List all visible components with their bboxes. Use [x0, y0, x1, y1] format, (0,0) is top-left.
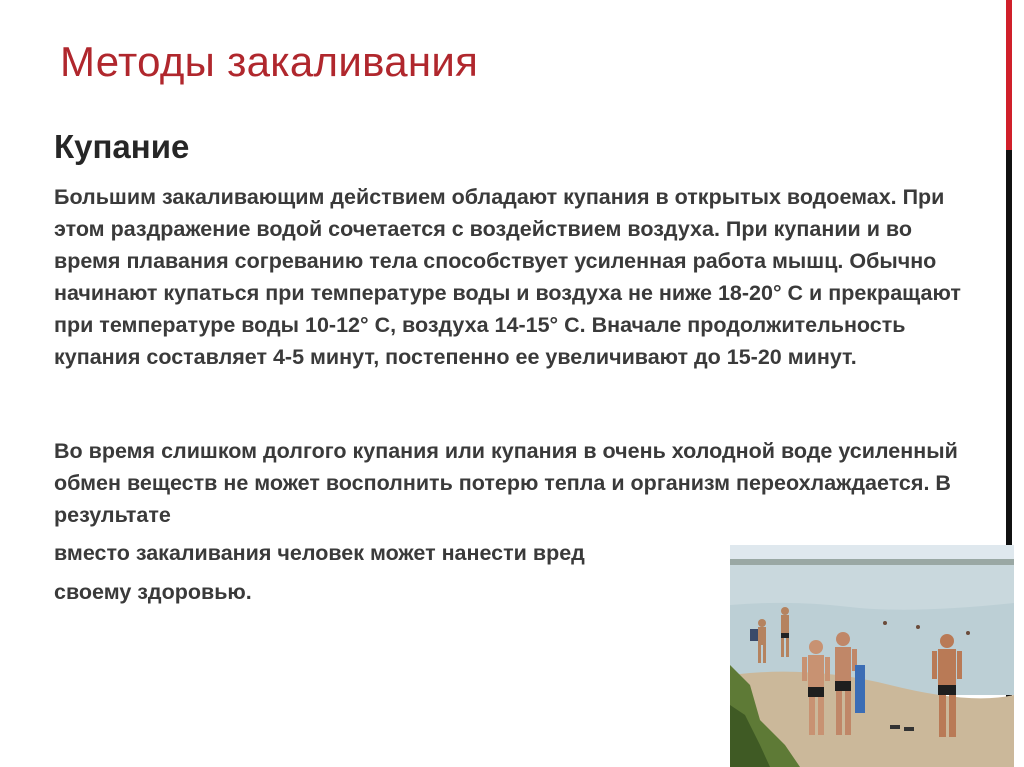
slide-edge-red-bar — [1006, 0, 1012, 150]
paragraph-overcooling: Во время слишком долгого купания или купания в очень холодной воде усиленный обмен веществ не может восполнить потерю тепла и организм переохлаждается. В результате — [54, 439, 958, 527]
paragraph-harm-line1: вместо закаливания человек может нанести вред — [54, 541, 585, 565]
beach-swimmers-photo — [730, 545, 1014, 767]
slide-title: Методы закаливания — [60, 38, 479, 85]
paragraph-swimming-benefits: Большим закаливающим действием обладают купания в открытых водоемах. При этом раздражение водой сочетается с воздействием воздуха. При купании и во время плавания согреванию тела способствует усиленная работа мышц. Обычно начинают купаться при температуре воды и воздуха не ниже 18-20° С и прекращают при температуре воды 10-12° С, воздуха 14-15° С. Вначале продолжительность купания составляет 4-5 минут, постепенно ее увеличивают до 15-20 минут. — [54, 185, 961, 369]
paragraph-harm-line2: своему здоровью. — [54, 580, 252, 604]
section-subtitle: Купание — [54, 128, 190, 165]
